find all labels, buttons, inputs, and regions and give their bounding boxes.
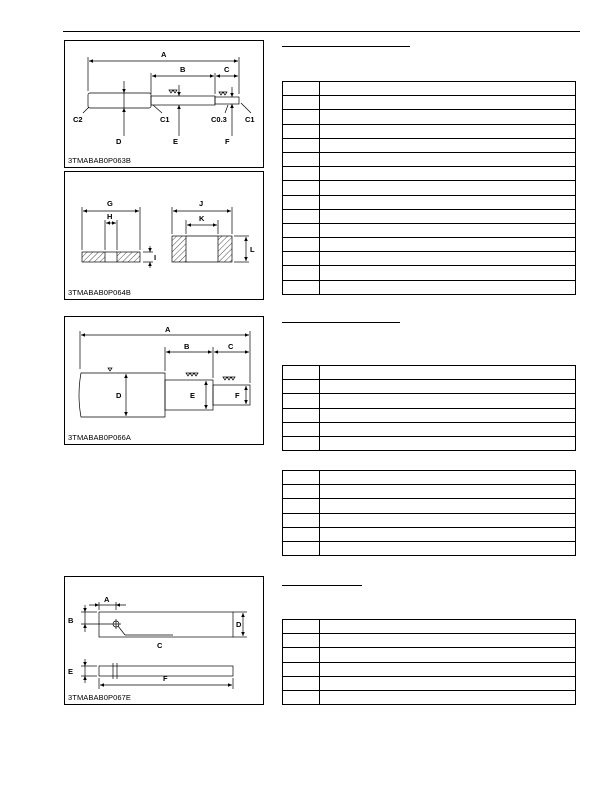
spec-table-1 <box>282 81 576 295</box>
table-row <box>283 110 576 124</box>
table-cell-value <box>320 513 576 527</box>
section-title-rule-3 <box>282 585 362 586</box>
table-cell-label <box>283 280 320 294</box>
table-cell-value <box>320 499 576 513</box>
header-rule <box>63 31 580 32</box>
table-row <box>283 620 576 634</box>
table-cell-label <box>283 436 320 450</box>
figure-caption: 3TMABAB0P067E <box>68 693 131 702</box>
table-row <box>283 436 576 450</box>
label-c: C <box>224 65 230 74</box>
table-row <box>283 152 576 166</box>
label-b: B <box>180 65 186 74</box>
table-cell-label <box>283 634 320 648</box>
table-cell-value <box>320 110 576 124</box>
label-l: L <box>250 245 255 254</box>
table-cell-label <box>283 394 320 408</box>
table-cell-value <box>320 634 576 648</box>
table-cell-value <box>320 252 576 266</box>
table-row <box>283 280 576 294</box>
table-row <box>283 471 576 485</box>
table-cell-label <box>283 167 320 181</box>
table-cell-label <box>283 380 320 394</box>
table-row <box>283 223 576 237</box>
bushing-drawing <box>65 172 263 299</box>
table-row <box>283 195 576 209</box>
label-c1-right: C1 <box>245 115 255 124</box>
table-cell-label <box>283 513 320 527</box>
label-i: I <box>154 253 157 262</box>
table-cell-value <box>320 167 576 181</box>
table-row <box>283 394 576 408</box>
stepped-shaft-drawing <box>65 317 263 444</box>
label-h: H <box>107 212 113 221</box>
label-a: A <box>104 595 110 604</box>
label-d: D <box>116 137 122 146</box>
table-cell-label <box>283 366 320 380</box>
table-row <box>283 662 576 676</box>
table-row <box>283 82 576 96</box>
table-row <box>283 209 576 223</box>
table-cell-value <box>320 238 576 252</box>
table-cell-value <box>320 662 576 676</box>
table-row <box>283 634 576 648</box>
table-cell-value <box>320 676 576 690</box>
shaft-drawing <box>65 41 263 167</box>
label-d: D <box>116 391 122 400</box>
figure-shaft-dimensions <box>64 40 264 168</box>
table-row <box>283 181 576 195</box>
table-cell-label <box>283 110 320 124</box>
table-cell-label <box>283 195 320 209</box>
table-row <box>283 366 576 380</box>
table-cell-label <box>283 527 320 541</box>
label-d: D <box>236 620 242 629</box>
table-cell-label <box>283 124 320 138</box>
table-row <box>283 676 576 690</box>
table-cell-label <box>283 648 320 662</box>
table-cell-value <box>320 541 576 555</box>
table-cell-value <box>320 620 576 634</box>
table-cell-value <box>320 380 576 394</box>
label-a: A <box>161 50 167 59</box>
label-f: F <box>225 137 230 146</box>
table-cell-value <box>320 394 576 408</box>
table-cell-label <box>283 662 320 676</box>
table-cell-value <box>320 223 576 237</box>
figure-caption: 3TMABAB0P063B <box>68 156 131 165</box>
label-j: J <box>199 199 204 208</box>
table-row <box>283 96 576 110</box>
table-cell-label <box>283 181 320 195</box>
spec-table-3 <box>282 470 576 556</box>
table-row <box>283 252 576 266</box>
table-row <box>283 485 576 499</box>
table-row <box>283 266 576 280</box>
label-k: K <box>199 214 205 223</box>
table-cell-value <box>320 195 576 209</box>
label-b: B <box>184 342 190 351</box>
figure-caption: 3TMABAB0P066A <box>68 433 131 442</box>
table-cell-value <box>320 82 576 96</box>
table-cell-value <box>320 152 576 166</box>
figure-caption: 3TMABAB0P064B <box>68 288 131 297</box>
table-cell-label <box>283 541 320 555</box>
spec-table-4 <box>282 619 576 705</box>
label-f: F <box>163 674 168 683</box>
table-cell-label <box>283 138 320 152</box>
table-cell-label <box>283 676 320 690</box>
label-c: C <box>157 641 163 650</box>
table-row <box>283 648 576 662</box>
table-row <box>283 408 576 422</box>
label-b: B <box>68 616 74 625</box>
label-f: F <box>235 391 240 400</box>
table-cell-label <box>283 620 320 634</box>
table-row <box>283 124 576 138</box>
label-c1-left: C1 <box>160 115 170 124</box>
figure-bushing-dimensions <box>64 171 264 300</box>
table-cell-value <box>320 471 576 485</box>
plate-drawing <box>65 577 263 704</box>
table-cell-value <box>320 366 576 380</box>
table-row <box>283 167 576 181</box>
table-row <box>283 690 576 704</box>
label-e: E <box>68 667 74 676</box>
figure-stepped-shaft <box>64 316 264 445</box>
table-cell-label <box>283 209 320 223</box>
table-row <box>283 541 576 555</box>
table-cell-label <box>283 96 320 110</box>
table-row <box>283 513 576 527</box>
table-cell-value <box>320 648 576 662</box>
table-cell-value <box>320 527 576 541</box>
table-cell-value <box>320 280 576 294</box>
table-row <box>283 527 576 541</box>
table-cell-label <box>283 152 320 166</box>
table-cell-value <box>320 436 576 450</box>
label-c: C <box>228 342 234 351</box>
table-cell-label <box>283 471 320 485</box>
table-row <box>283 138 576 152</box>
table-cell-label <box>283 690 320 704</box>
table-cell-label <box>283 485 320 499</box>
figure-plate-dimensions <box>64 576 264 705</box>
table-cell-value <box>320 209 576 223</box>
table-row <box>283 422 576 436</box>
label-c2: C2 <box>73 115 83 124</box>
table-cell-label <box>283 499 320 513</box>
label-e: E <box>190 391 196 400</box>
label-c03: C0.3 <box>211 115 227 124</box>
table-cell-label <box>283 266 320 280</box>
section-title-rule-2 <box>282 322 400 323</box>
table-row <box>283 380 576 394</box>
label-g: G <box>107 199 113 208</box>
table-cell-label <box>283 82 320 96</box>
table-cell-value <box>320 181 576 195</box>
table-cell-value <box>320 690 576 704</box>
table-cell-label <box>283 422 320 436</box>
table-cell-label <box>283 238 320 252</box>
spec-table-2 <box>282 365 576 451</box>
table-cell-value <box>320 422 576 436</box>
table-cell-label <box>283 223 320 237</box>
table-cell-label <box>283 252 320 266</box>
table-row <box>283 238 576 252</box>
table-cell-value <box>320 138 576 152</box>
table-cell-value <box>320 124 576 138</box>
section-title-rule-1 <box>282 46 410 47</box>
table-cell-value <box>320 96 576 110</box>
label-e: E <box>173 137 179 146</box>
table-row <box>283 499 576 513</box>
table-cell-value <box>320 485 576 499</box>
table-cell-label <box>283 408 320 422</box>
table-cell-value <box>320 408 576 422</box>
label-a: A <box>165 325 171 334</box>
table-cell-value <box>320 266 576 280</box>
